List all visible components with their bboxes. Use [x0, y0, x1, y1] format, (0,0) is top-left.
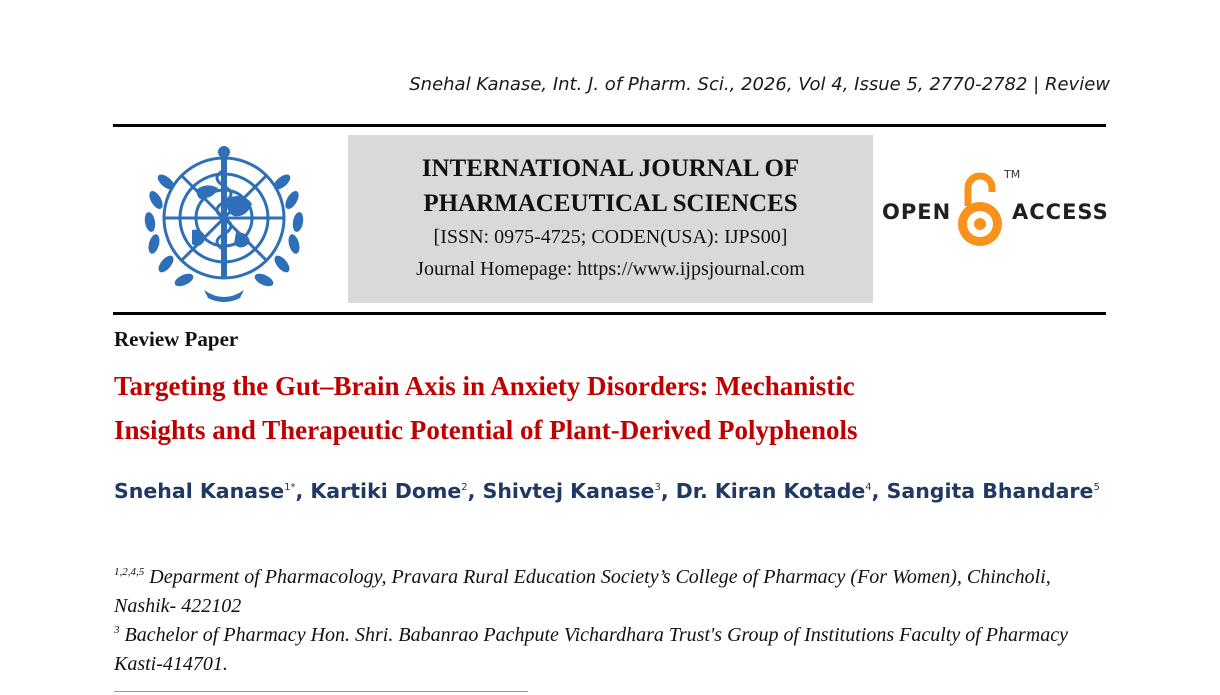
- author-name: Sangita Bhandare: [886, 479, 1094, 503]
- paper-title-line-1: Targeting the Gut–Brain Axis in Anxiety Disorders: Mechanistic: [114, 371, 855, 401]
- affiliation-text: Bachelor of Pharmacy Hon. Shri. Babanrao Pachpute Vichardhara Trust's Group of Institutions Faculty of Pharmacy Kasti-414701.: [114, 624, 1068, 675]
- journal-name-line-2: PHARMACEUTICAL SCIENCES: [423, 190, 798, 217]
- journal-masthead: [348, 135, 873, 303]
- open-access-logo: [878, 168, 1108, 248]
- author-affiliation-mark: 4: [865, 482, 872, 493]
- affiliation-1: [114, 563, 1114, 621]
- journal-issn: [ISSN: 0975-4725; CODEN(USA): IJPS00]: [433, 226, 788, 248]
- paper-title: [114, 364, 1114, 452]
- author-affiliation-mark: 2: [461, 482, 468, 493]
- author-name: Dr. Kiran Kotade: [675, 479, 866, 503]
- header-rule-top: [113, 124, 1106, 127]
- author-separator: ,: [295, 479, 311, 503]
- un-emblem-logo: [126, 140, 322, 306]
- author-separator: ,: [467, 479, 483, 503]
- open-lock-icon: [954, 168, 1006, 250]
- footnote-divider: [114, 691, 528, 692]
- running-citation: Snehal Kanase, Int. J. of Pharm. Sci., 2026, Vol 4, Issue 5, 2770-2782 | Review: [409, 74, 1110, 95]
- open-access-left-text: OPEN: [882, 200, 952, 224]
- journal-homepage: Journal Homepage: https://www.ijpsjournal.com: [416, 258, 805, 280]
- author-affiliation-mark: 3: [654, 482, 661, 493]
- author-separator: ,: [660, 479, 676, 503]
- paper-type-label: Review Paper: [114, 327, 239, 351]
- author-name: Kartiki Dome: [310, 479, 462, 503]
- author-name: Shivtej Kanase: [482, 479, 655, 503]
- affiliation-2: [114, 621, 1114, 679]
- open-access-right-text: ACCESS: [1012, 200, 1109, 224]
- author-separator: ,: [871, 479, 887, 503]
- affiliation-mark: 3: [114, 624, 120, 636]
- author-affiliation-mark: 1*: [284, 482, 296, 493]
- journal-name: [348, 151, 873, 221]
- header-rule-bottom: [113, 312, 1106, 315]
- affiliation-text: Deparment of Pharmacology, Pravara Rural Education Society’s College of Pharmacy (For Women), Chincholi, Nashik- 422102: [114, 566, 1051, 617]
- paper-title-line-2: Insights and Therapeutic Potential of Plant-Derived Polyphenols: [114, 415, 858, 445]
- affiliation-mark: 1,2,4,5: [114, 566, 145, 578]
- author-name: Snehal Kanase: [114, 479, 285, 503]
- journal-name-line-1: INTERNATIONAL JOURNAL OF: [421, 155, 800, 182]
- author-list: [114, 475, 1114, 507]
- author-affiliation-mark: 5: [1093, 482, 1100, 493]
- trademark-mark: TM: [1004, 168, 1021, 181]
